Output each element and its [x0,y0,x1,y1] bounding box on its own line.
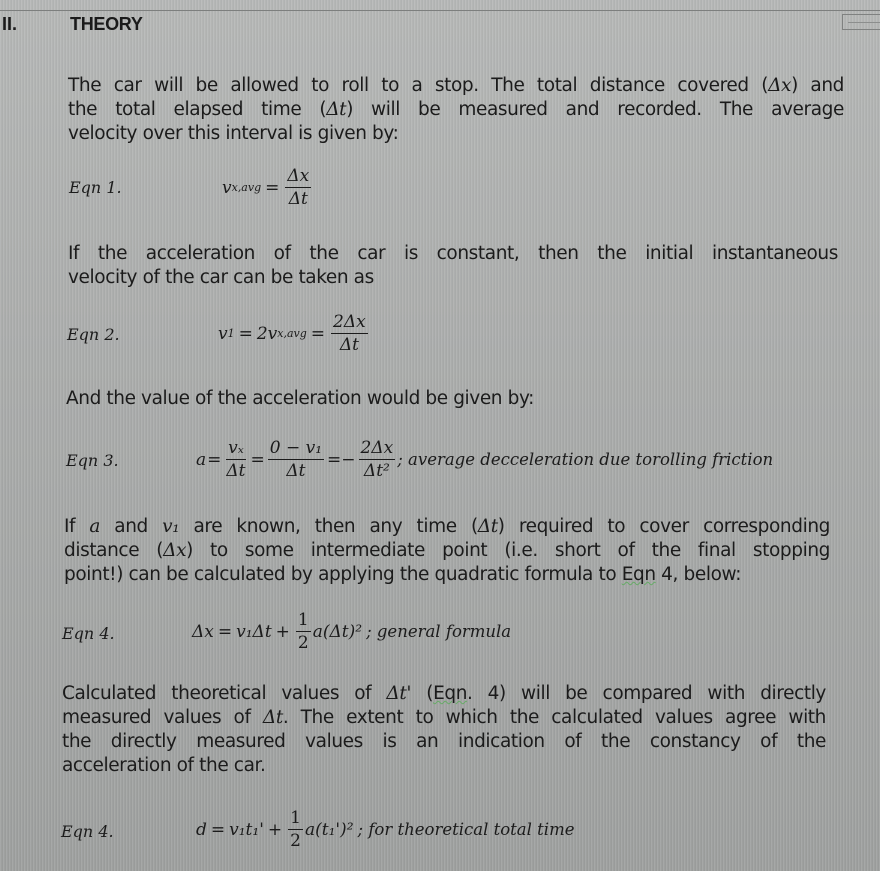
eqn-4b-formula: d = v₁t₁' + $\frac{1}{2}$ a(t₁')² ; for theoretical total time [196,808,575,851]
eqn-1-formula: v x,avg = $\frac{\Delta x}{\Delta t}$ [222,166,310,209]
fraction: $\frac{\text{vₓ}}{\Delta t}$ [226,438,246,481]
eqn-3-label: Eqn 3. [66,451,119,470]
quadratic-line-2: distance (Δx) to some intermediate point (i.e. short of the final stopping [64,540,830,561]
paragraph-quadratic [64,515,830,587]
eqn-4b-note: ; for theoretical total time [357,820,575,839]
intro-line-2: the total elapsed time (Δt) will be measured and recorded. The average [68,99,844,120]
fraction: $\frac{\Delta x}{\Delta t}$ [287,166,310,209]
fraction: $\frac{1}{2}$ [297,610,309,653]
section-title: THEORY [70,14,143,34]
acc-line-1: And the value of the acceleration would be given by: [66,388,534,409]
eqn-3-formula: a = $\frac{\text{vₓ}}{\Delta t}$ = $\frac{\text{0 − v₁}}{\Delta t}$ =− $\frac{2\Delta x}{\text{Δt²}}$ ; average decceleration due torolling friction [196,438,774,481]
paragraph-intro [68,74,844,146]
eqn-4-note: ; general formula [366,622,512,641]
eqn-4b-label: Eqn 4. [61,822,114,841]
fraction: $\frac{2\Delta x}{\Delta t}$ [333,312,366,355]
intro-line-1: The car will be allowed to roll to a stop. The total distance covered (Δx) and [68,75,844,96]
intro-line-3: velocity over this interval is given by: [68,123,399,144]
eqn-2-label: Eqn 2. [67,325,120,344]
comparison-line-4: acceleration of the car. [62,755,266,776]
page-corner-frame-inner [848,22,880,28]
fraction: $\frac{2\Delta x}{\text{Δt²}}$ [360,438,394,481]
quadratic-line-1: If a and v₁ are known, then any time (Δt) required to cover corresponding [64,516,831,537]
constant-line-2: velocity of the car can be taken as [68,267,374,288]
paragraph-acceleration-value [66,387,836,411]
comparison-line-2: measured values of Δt. The extent to which the calculated values agree with [62,707,826,728]
eqn-4-label: Eqn 4. [62,624,115,643]
comparison-line-3: the directly measured values is an indication of the constancy of the [62,731,826,752]
eqn-3-note: ; average decceleration due torolling friction [397,450,774,469]
eqn-2-formula: v 1 = 2v x,avg = $\frac{2\Delta x}{\Delta t}$ [218,312,366,355]
eqn-4-formula: Δx = v₁Δt + $\frac{1}{2}$ a(Δt)² ; general formula [192,610,512,653]
fraction: $\frac{1}{2}$ [290,808,301,851]
comparison-line-1: Calculated theoretical values of Δt' (Eqn. 4) will be compared with directly [62,683,826,704]
constant-line-1: If the acceleration of the car is constant, then the initial instantaneous [68,243,838,264]
paragraph-comparison [62,682,826,778]
eqn-1-label: Eqn 1. [69,178,122,197]
quadratic-line-3: point!) can be calculated by applying the quadratic formula to Eqn 4, below: [64,564,742,585]
paragraph-constant-acceleration [68,242,838,290]
section-number: II. [2,14,18,34]
eqn-reference-link: Eqn [621,564,656,585]
eqn-reference-link: Eqn [433,683,468,704]
fraction: $\frac{\text{0 − v₁}}{\Delta t}$ [269,438,323,481]
page-top-border [0,10,880,11]
